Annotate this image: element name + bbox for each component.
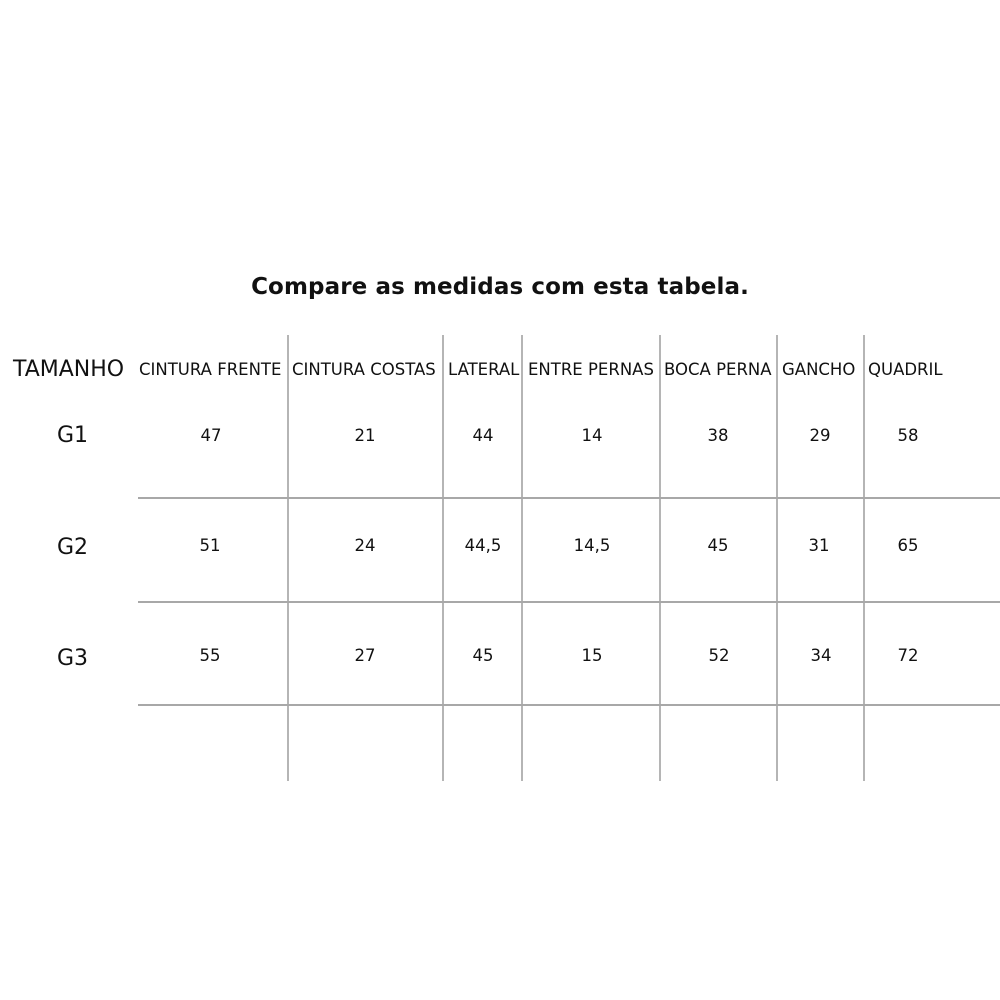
- table-cell: 45: [707, 536, 729, 555]
- table-cell: 65: [897, 536, 919, 555]
- table-cell: 38: [707, 426, 729, 445]
- table-cell: 29: [809, 426, 831, 445]
- table-cell: 21: [354, 426, 376, 445]
- table-cell: 72: [897, 646, 919, 665]
- table-cell: 44,5: [464, 536, 502, 555]
- table-cell: 51: [199, 536, 221, 555]
- row-size-label: G1: [57, 423, 89, 448]
- table-cell: 27: [354, 646, 376, 665]
- column-header: BOCA PERNA: [664, 360, 772, 379]
- row-divider: [138, 601, 1000, 603]
- row-size-label: G2: [57, 535, 89, 560]
- column-divider: [442, 335, 444, 781]
- row-divider: [138, 497, 1000, 499]
- column-divider: [863, 335, 865, 781]
- table-cell: 14,5: [573, 536, 611, 555]
- table-cell: 55: [199, 646, 221, 665]
- column-header: LATERAL: [448, 360, 520, 379]
- table-cell: 31: [808, 536, 830, 555]
- column-header: QUADRIL: [868, 360, 943, 379]
- table-cell: 47: [200, 426, 222, 445]
- column-header: CINTURA FRENTE: [139, 360, 282, 379]
- column-divider: [776, 335, 778, 781]
- column-header: CINTURA COSTAS: [292, 360, 436, 379]
- row-size-label: G3: [57, 646, 89, 671]
- page-title: Compare as medidas com esta tabela.: [251, 274, 749, 300]
- column-divider: [521, 335, 523, 781]
- table-cell: 24: [354, 536, 376, 555]
- table-cell: 44: [472, 426, 494, 445]
- table-cell: 45: [472, 646, 494, 665]
- column-header: ENTRE PERNAS: [528, 360, 654, 379]
- table-cell: 14: [581, 426, 603, 445]
- table-cell: 52: [708, 646, 730, 665]
- row-divider: [138, 704, 1000, 706]
- size-column-header: TAMANHO: [13, 357, 125, 382]
- table-cell: 58: [897, 426, 919, 445]
- column-header: GANCHO: [782, 360, 856, 379]
- table-cell: 15: [581, 646, 603, 665]
- table-cell: 34: [810, 646, 832, 665]
- column-divider: [287, 335, 289, 781]
- column-divider: [659, 335, 661, 781]
